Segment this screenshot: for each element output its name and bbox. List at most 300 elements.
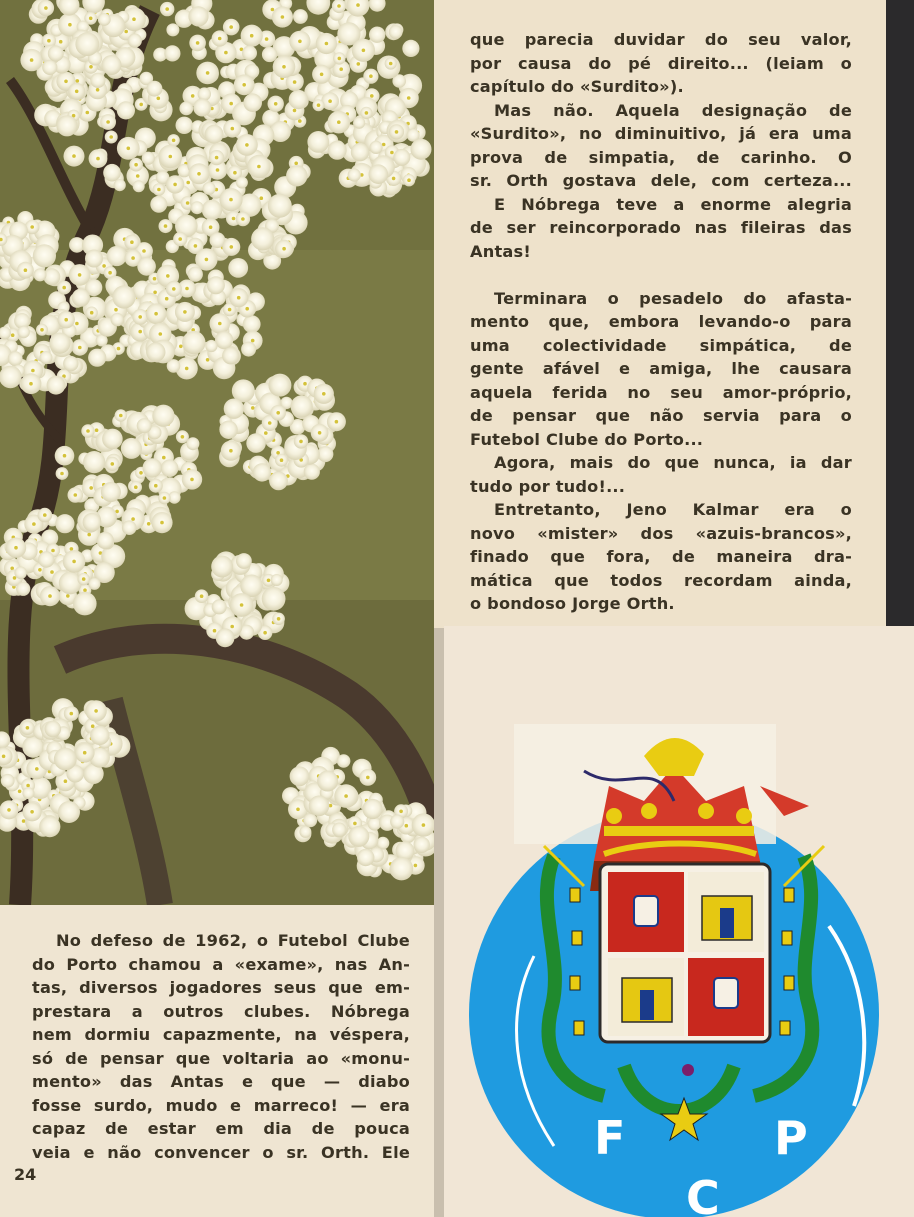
blossom (205, 125, 224, 144)
blossom (40, 351, 53, 364)
blossom-center (172, 139, 176, 143)
blossom-center (160, 521, 164, 525)
blossom (114, 179, 126, 191)
blossom-center (7, 808, 11, 812)
blossom (188, 267, 203, 282)
blossom (182, 331, 205, 354)
blossom-center (78, 273, 82, 277)
blossom (236, 553, 252, 569)
blossom-center (422, 823, 426, 827)
blossom-center (169, 155, 173, 159)
blossom-center (242, 83, 246, 87)
blossom-center (194, 244, 198, 248)
text-line: capítulo do «Surdito»). (470, 77, 684, 96)
blossom (290, 766, 310, 786)
blossom-center (166, 274, 170, 278)
blossom-center (399, 810, 403, 814)
blossom-center (74, 493, 78, 497)
blossom (101, 482, 121, 502)
blossom-center (325, 42, 329, 46)
blossom (142, 152, 155, 165)
blossom-center (362, 49, 366, 53)
blossom (42, 60, 57, 75)
blossom (203, 182, 216, 195)
blossom-center (40, 328, 44, 332)
blossom-center (294, 162, 298, 166)
blossom (137, 418, 152, 433)
text-line: nem dormiu capazmente, na véspera, (32, 1025, 410, 1044)
text-line: finado que fora, de maneira dra- (470, 547, 852, 566)
blossom-center (405, 824, 409, 828)
blossom-center (181, 435, 185, 439)
text-line: de pensar que não servia para o (470, 406, 852, 425)
blossom-center (142, 249, 146, 253)
text-line: novo «mister» dos «azuis-brancos», (470, 523, 852, 543)
blossom-center (131, 256, 135, 260)
blossom-center (265, 37, 269, 41)
blossom-center (390, 151, 394, 155)
blossom-center (83, 751, 87, 755)
blossom-center (183, 310, 187, 314)
blossom-center (205, 258, 209, 262)
blossom-center (335, 420, 339, 424)
page-edge (886, 0, 914, 628)
blossom (228, 258, 248, 278)
blossom-center (89, 486, 93, 490)
blossom (304, 464, 320, 480)
blossom (390, 857, 413, 880)
blossom-center (68, 23, 72, 27)
blossom (293, 9, 308, 24)
blossom-center (163, 496, 167, 500)
caption-page (0, 905, 434, 1217)
blossom-center (353, 822, 357, 826)
blossom-center (147, 522, 151, 526)
blossom-center (154, 312, 158, 316)
blossom (83, 513, 102, 532)
blossom (348, 826, 369, 847)
text-line: E Nóbrega teve a enorme alegria (494, 194, 852, 214)
blossom-center (95, 428, 99, 432)
blossom (16, 582, 30, 596)
blossom (369, 164, 389, 184)
text-line: fosse surdo, mudo e marreco! — era (32, 1095, 410, 1115)
blossom (363, 799, 383, 819)
blossom-center (154, 484, 158, 488)
blossom-center (32, 522, 36, 526)
blossom (224, 399, 244, 419)
blossom-center (260, 196, 264, 200)
text-line: sr. Orth gostava dele, com certeza... (470, 171, 852, 190)
blossom (107, 246, 127, 266)
blossom-center (30, 810, 34, 814)
blossom (47, 376, 66, 395)
text-line: por causa do pé direito... (leiam o (470, 53, 852, 73)
blossom (207, 276, 225, 294)
blossom-center (229, 102, 233, 106)
blossom-center (370, 94, 374, 98)
blossom (49, 333, 70, 354)
blossom-center (134, 163, 138, 167)
blossom (0, 366, 22, 389)
blossom (164, 45, 180, 61)
blossom (1, 774, 15, 788)
blossom-center (251, 339, 255, 343)
blossom-center (124, 30, 128, 34)
blossom-center (337, 120, 341, 124)
blossom-center (317, 103, 321, 107)
blossom-center (94, 709, 98, 713)
blossom-center (293, 80, 297, 84)
blossom-center (62, 286, 66, 290)
blossom (48, 46, 64, 62)
blossom (88, 349, 106, 367)
text-line: do Porto chamou a «exame», nas An- (32, 954, 410, 974)
blossom-center (26, 784, 30, 788)
blossom-center (197, 172, 201, 176)
text-line: prestara a outros clubes. Nóbrega (32, 1001, 410, 1021)
blossom-center (91, 724, 95, 728)
crest-letter-p: P (774, 1111, 808, 1165)
blossom-center (229, 449, 233, 453)
text-line: tas, diversos jogadores seus que em- (32, 978, 410, 997)
blossom-center (106, 120, 110, 124)
blossom (14, 567, 27, 580)
blossom (38, 551, 54, 567)
blossom-center (10, 567, 14, 571)
blossom (179, 102, 193, 116)
blossom-center (102, 264, 106, 268)
blossom-center (44, 6, 48, 10)
blossom-center (119, 414, 123, 418)
blossom-center (136, 174, 140, 178)
text-line: Antas! (470, 241, 531, 261)
blossom-center (172, 287, 176, 291)
blossom-center (281, 15, 285, 19)
text-line (470, 263, 852, 287)
blossom-center (216, 168, 220, 172)
text-line: capaz de estar em dia de pouca (32, 1119, 410, 1138)
crest-card (444, 626, 914, 1217)
blossom-center (22, 819, 26, 823)
text-line: aquela ferida no seu amor-próprio, (470, 382, 852, 402)
blossom-center (64, 318, 68, 322)
blossom-center (132, 17, 136, 21)
text-line: tudo por tudo!... (470, 476, 626, 496)
blossom-center (59, 40, 63, 44)
text-line: prova de simpatia, de carinho. O (470, 147, 852, 167)
blossom-center (237, 296, 241, 300)
blossom-center (51, 549, 55, 553)
blossom (90, 726, 109, 745)
blossom (101, 55, 121, 75)
blossom-center (320, 73, 324, 77)
blossom (161, 460, 179, 478)
blossom (111, 313, 124, 326)
crest-letter-c: C (686, 1171, 720, 1217)
blossom-center (38, 568, 42, 572)
blossom-center (31, 369, 35, 373)
blossom (150, 196, 167, 213)
blossom-center (318, 431, 322, 435)
blossom (271, 574, 283, 586)
blossom-center (165, 7, 169, 11)
blossom (63, 356, 78, 371)
blossom-center (369, 74, 373, 78)
blossom-center (322, 392, 326, 396)
blossom (348, 168, 361, 181)
blossom-center (298, 119, 302, 123)
blossom (56, 115, 77, 136)
text-line: mática que todos recordam ainda, (470, 570, 852, 590)
blossom-center (229, 198, 233, 202)
blossom (411, 139, 432, 160)
blossom (317, 771, 338, 792)
blossom-center (11, 333, 15, 337)
text-line: «Surdito», no diminuitivo, já era uma (470, 124, 852, 143)
blossom (205, 340, 217, 352)
blossom (98, 13, 111, 26)
blossom (303, 813, 317, 827)
blossom-center (179, 345, 183, 349)
blossom-center (250, 34, 254, 38)
blossom (22, 787, 34, 799)
blossom-center (70, 712, 74, 716)
blossom-center (357, 62, 361, 66)
blossom (299, 826, 311, 838)
blossom-center (229, 25, 233, 29)
blossom (122, 520, 137, 535)
blossom-center (24, 268, 28, 272)
text-line: veia e não convencer o sr. Orth. Ele (32, 1142, 410, 1162)
blossom (269, 375, 291, 397)
blossom (85, 250, 103, 268)
blossom (102, 429, 123, 450)
blossom-center (127, 147, 131, 151)
blossom (191, 201, 204, 214)
blossom (393, 149, 410, 166)
blossom-center (157, 188, 161, 192)
blossom (222, 347, 239, 364)
blossom-center (277, 617, 281, 621)
blossom-center (82, 577, 86, 581)
text-line: o bondoso Jorge Orth. (470, 594, 675, 613)
blossom-center (75, 322, 79, 326)
blossom-center (139, 471, 143, 475)
blossom-center (131, 517, 135, 521)
blossom-center (159, 332, 163, 336)
blossom-center (230, 625, 234, 629)
blossom (117, 101, 135, 119)
blossom (307, 131, 329, 153)
blossom-center (407, 96, 411, 100)
blossom-center (271, 8, 275, 12)
blossom (212, 599, 227, 614)
blossom (90, 73, 105, 88)
blossom-center (228, 308, 232, 312)
book-page-text (434, 0, 886, 628)
blossom (253, 463, 271, 481)
divider (434, 628, 444, 1217)
blossom (18, 326, 30, 338)
blossom-center (185, 367, 189, 371)
blossom-center (89, 65, 93, 69)
blossom-center (233, 171, 237, 175)
blossom-center (245, 143, 249, 147)
blossom (193, 99, 211, 117)
blossom-center (162, 456, 166, 460)
blossom-center (240, 603, 244, 607)
blossom-center (186, 181, 190, 185)
blossom (83, 451, 105, 473)
blossom (370, 141, 383, 154)
blossom-center (280, 458, 284, 462)
blossom-center (213, 629, 217, 633)
blossom-center (338, 57, 342, 61)
blossom-center (298, 40, 302, 44)
blossom (133, 180, 145, 192)
blossom (186, 437, 199, 450)
blossom-center (185, 287, 189, 291)
blossom-center (218, 322, 222, 326)
blossom-center (206, 358, 210, 362)
blossom (291, 395, 313, 417)
blossom-center (337, 4, 341, 8)
blossom-center (90, 311, 94, 315)
blossom-center (414, 864, 418, 868)
page-number: 24 (14, 1165, 37, 1184)
blossom-center (47, 39, 51, 43)
blossom-center (157, 97, 161, 101)
blossom-center (60, 472, 64, 476)
blossom-center (407, 178, 411, 182)
blossom-center (64, 80, 68, 84)
text-line: Agora, mais do que nunca, ia dar (494, 453, 852, 472)
blossom-center (139, 103, 143, 107)
blossom (351, 143, 369, 161)
blossom-center (196, 41, 200, 45)
blossom (268, 194, 292, 218)
blossom (166, 23, 179, 36)
blossom-center (282, 65, 286, 69)
fcp-crest (444, 626, 914, 1217)
blossom-center (392, 177, 396, 181)
text-line: Futebol Clube do Porto... (470, 429, 704, 449)
blossom-center (108, 271, 112, 275)
text-line: Entretanto, Jeno Kalmar era o (494, 500, 852, 519)
blossom (269, 472, 288, 491)
blossom (390, 815, 404, 829)
blossom (103, 164, 121, 182)
blossom-center (190, 478, 194, 482)
blossom-center (296, 808, 300, 812)
blossom (251, 227, 274, 250)
blossom (147, 81, 163, 97)
blossom-center (215, 156, 219, 160)
blossom-center (276, 411, 280, 415)
blossom (146, 342, 165, 361)
blossom-center (72, 154, 76, 158)
blossom-center (18, 790, 22, 794)
blossom (357, 849, 374, 866)
blossom (88, 578, 100, 590)
blossom-center (264, 431, 268, 435)
blossom-center (165, 297, 169, 301)
blossom-center (268, 421, 272, 425)
blossom-center (366, 776, 370, 780)
blossom-center (83, 588, 87, 592)
blossom-center (96, 157, 100, 161)
blossom-center (257, 165, 261, 169)
text-line: mento que, embora levando-o para (470, 312, 852, 331)
blossom-center (48, 594, 52, 598)
blossom (414, 837, 430, 853)
blossom-center (200, 594, 204, 598)
blossom (262, 47, 277, 62)
blossom (219, 421, 237, 439)
blossom-center (231, 127, 235, 131)
blossom-center (232, 217, 236, 221)
blossom-center (276, 451, 280, 455)
blossom (246, 433, 266, 453)
blossom-center (134, 485, 138, 489)
blossom (353, 117, 365, 129)
text-line: mento» das Antas e que — diabo (32, 1072, 410, 1091)
blossom (34, 268, 47, 281)
blossom-center (96, 88, 100, 92)
blossom-center (109, 135, 113, 139)
blossom (215, 331, 233, 349)
blossom-center (230, 245, 234, 249)
blossom-center (29, 382, 33, 386)
blossom (58, 801, 80, 823)
blossom-center (35, 767, 39, 771)
blossom (202, 200, 222, 220)
blossom-center (241, 217, 245, 221)
blossom (402, 40, 419, 57)
blossom-center (274, 102, 278, 106)
blossom-center (50, 570, 54, 574)
blossom-center (344, 794, 348, 798)
blossom-center (356, 3, 360, 7)
blossom-center (282, 247, 286, 251)
blossom (243, 93, 262, 112)
blossom (236, 177, 248, 189)
blossom (143, 458, 162, 477)
blossom-center (186, 201, 190, 205)
text-line: No defeso de 1962, o Futebol Clube (56, 931, 410, 950)
blossom-center (206, 71, 210, 75)
blossom (54, 748, 77, 771)
blossom-center (86, 429, 90, 433)
blossom-center (130, 240, 134, 244)
blossom-center (173, 183, 177, 187)
blossom-center (75, 90, 79, 94)
blossom-center (299, 440, 303, 444)
blossom-center (30, 58, 34, 62)
blossom-center (218, 37, 222, 41)
blossom-center (70, 547, 74, 551)
blossom (368, 817, 381, 830)
blossom-center (64, 779, 68, 783)
blossom-center (303, 382, 307, 386)
blossom (337, 754, 351, 768)
blossom-center (328, 99, 332, 103)
blossom (45, 721, 62, 738)
blossom-center (2, 755, 6, 759)
blossom (55, 514, 74, 533)
blossom (112, 285, 135, 308)
